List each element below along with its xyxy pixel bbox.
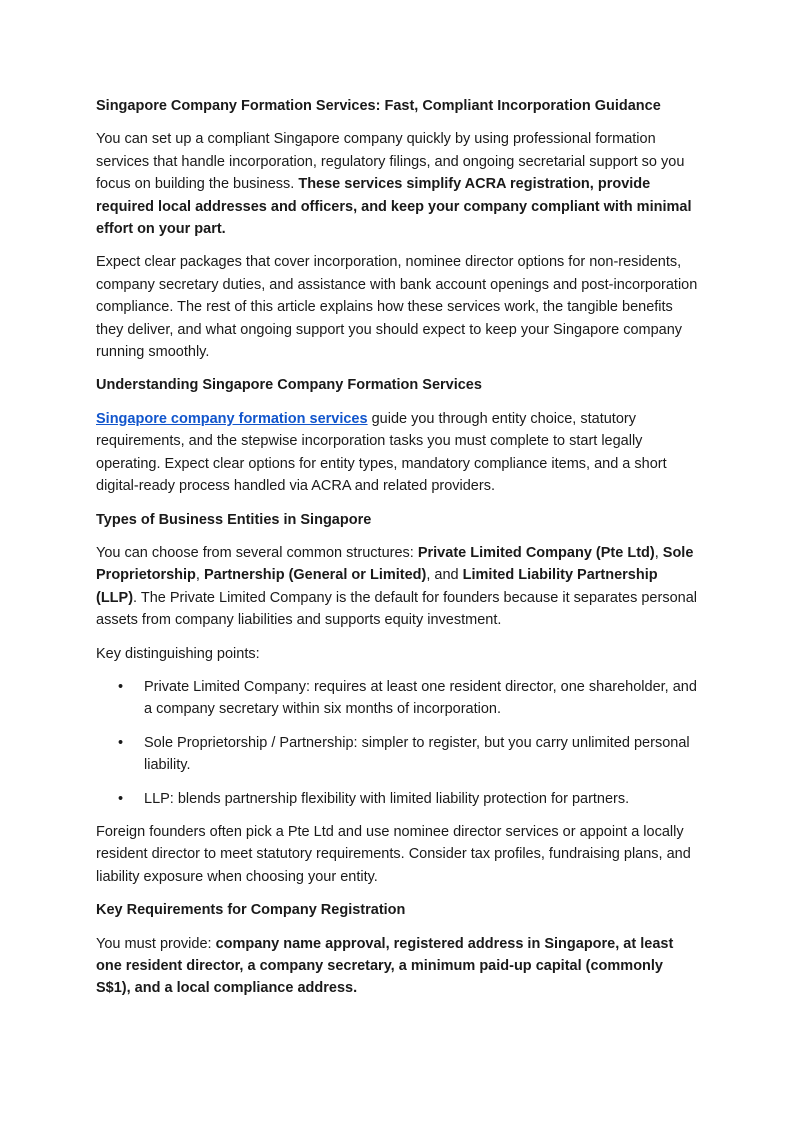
intro-text: You can set up a compliant Singapore company quickly by using professional formation services that handle incorporation, regulatory filings, and ongoing secretarial support so you focus on building the business.	[96, 131, 685, 193]
key-points-label: Key distinguishing points:	[96, 645, 260, 662]
list-item	[96, 732, 698, 777]
entity-pte-ltd: Private Limited Company (Pte Ltd)	[417, 544, 655, 561]
understanding-paragraph	[96, 408, 698, 498]
bullet-icon: •	[118, 790, 124, 807]
list-item-text: Sole Proprietorship / Partnership: simpler to register, but you carry unlimited personal liability.	[144, 734, 690, 774]
key-points-list	[96, 676, 698, 810]
entity-separator: ,	[195, 567, 204, 584]
bullet-icon: •	[118, 734, 124, 751]
page-title: Singapore Company Formation Services: Fast, Compliant Incorporation Guidance	[96, 98, 661, 114]
list-item-text: LLP: blends partnership flexibility with limited liability protection for partners.	[144, 790, 630, 807]
foreign-founders-paragraph: Foreign founders often pick a Pte Ltd and use nominee director services or appoint a locally resident director to meet statutory requirements. Consider tax profiles, fundraising plans, and liability exposure when choosing your entity.	[96, 823, 691, 885]
requirements-bold-text: company name approval, registered address in Singapore, at least one resident director, a company secretary, a minimum paid-up capital (commonly S$1), and a local compliance address.	[96, 935, 674, 997]
entity-partnership: Partnership (General or Limited)	[203, 567, 427, 584]
section-heading-understanding: Understanding Singapore Company Formation Services	[96, 377, 482, 394]
list-item	[96, 788, 698, 810]
entity-llp: Limited Liability Partnership (LLP)	[96, 567, 658, 606]
entity-separator: , and	[426, 567, 463, 584]
entity-types-paragraph	[96, 542, 698, 632]
section-heading-types: Types of Business Entities in Singapore	[96, 511, 372, 528]
list-item-text: Private Limited Company: requires at least one resident director, one shareholder, and a company secretary within six months of incorporation.	[144, 678, 697, 718]
formation-services-link[interactable]: Singapore company formation services	[96, 410, 368, 427]
bullet-icon: •	[118, 678, 124, 695]
entity-separator: ,	[654, 544, 663, 561]
understanding-text: guide you through entity choice, statutory requirements, and the stepwise incorporation tasks you must complete to start legally operating. Expect clear options for entity types, mandatory compliance items, and a short digital-ready process handled via ACRA and related providers.	[96, 410, 667, 495]
requirements-lead: You must provide:	[96, 935, 216, 952]
entity-sole-proprietorship: Sole Proprietorship	[96, 544, 694, 584]
expect-paragraph: Expect clear packages that cover incorporation, nominee director options for non-residents, company secretary duties, and assistance with bank account openings and post-incorporation compliance. The rest of this article explains how these services work, the tangible benefits they deliver, and what ongoing support you should expect to keep your Singapore company running smoothly.	[96, 254, 698, 361]
intro-paragraph	[96, 128, 698, 240]
entity-types-tail: . The Private Limited Company is the default for founders because it separates personal assets from company liabilities and supports equity investment.	[96, 589, 697, 629]
section-heading-requirements: Key Requirements for Company Registration	[96, 902, 406, 919]
list-item	[96, 676, 698, 721]
intro-bold-text: These services simplify ACRA registration, provide required local addresses and officers, and keep your company compliant with minimal effort on your part.	[96, 176, 692, 238]
entity-types-lead: You can choose from several common structures:	[96, 544, 418, 561]
requirements-paragraph	[96, 933, 698, 1000]
